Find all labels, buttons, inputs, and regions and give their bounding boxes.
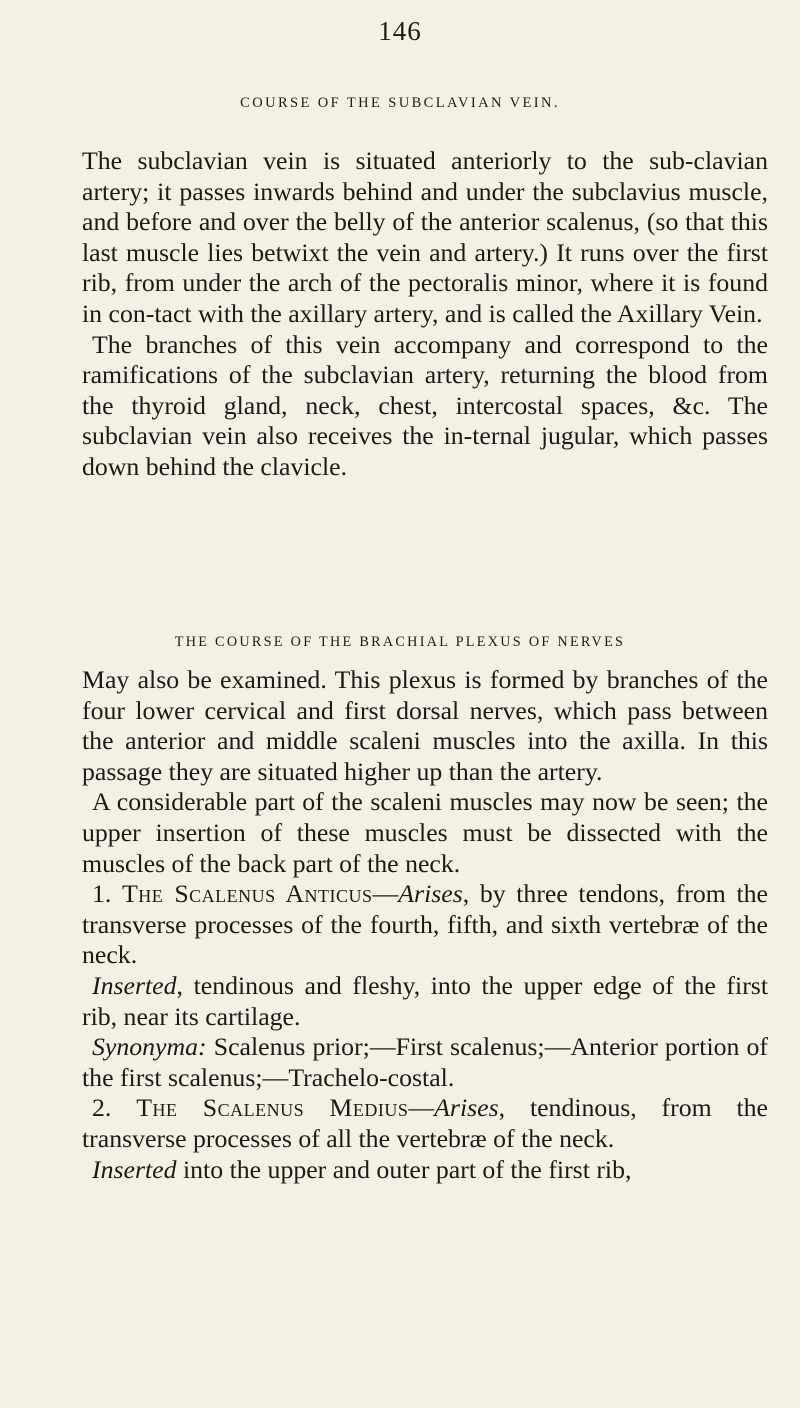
page-number: 146 <box>378 16 422 46</box>
subclavian-vein-section <box>82 146 768 483</box>
inserted-text: , tendinous and fleshy, into the upper edge of the first rib, near its cartilage. <box>82 970 768 1031</box>
arises-text: , by three tendons, from the transverse processes of the fourth, fifth, and sixth vertebræ of the neck. <box>82 879 768 970</box>
paragraph-anticus-inserted <box>82 971 768 1032</box>
paragraph-anticus-synonyma <box>82 1032 768 1093</box>
paragraph-scaleni-muscles: A considerable part of the scaleni muscles may now be seen; the upper insertion of these muscles must be dissected with the muscles of the back part of the neck. <box>82 787 768 878</box>
em-dash: — <box>372 879 399 909</box>
synonyma-text: Scalenus prior;—First scalenus;—Anterior portion of the first scalenus;—Trachelo-costal. <box>82 1032 768 1092</box>
item-number: 2. <box>92 1093 112 1123</box>
paragraph-scalenus-medius <box>82 1093 768 1154</box>
paragraph-medius-inserted <box>82 1155 768 1186</box>
section-heading-brachial-plexus: THE COURSE OF THE BRACHIAL PLEXUS OF NERVES <box>174 634 626 650</box>
inserted-label: Inserted <box>92 1154 177 1184</box>
muscle-name: The Scalenus Anticus <box>121 879 373 909</box>
brachial-plexus-section <box>82 665 768 1185</box>
arises-text: , tendinous, from the transverse processes of all the vertebræ of the neck. <box>82 1093 769 1153</box>
paragraph-plexus-formation: May also be examined. This plexus is formed by branches of the four lower cervical and first dorsal nerves, which pass between the anterior and middle scaleni muscles into the axilla. In this passage they are situated higher up than the artery. <box>82 665 768 786</box>
inserted-text: into the upper and outer part of the first rib, <box>176 1154 632 1184</box>
paragraph-scalenus-anticus <box>82 879 768 971</box>
em-dash: — <box>408 1093 435 1123</box>
running-head: COURSE OF THE SUBCLAVIAN VEIN. <box>240 95 560 111</box>
muscle-name: The Scalenus Medius <box>136 1093 409 1123</box>
arises-label: Arises <box>434 1093 499 1123</box>
arises-label: Arises <box>398 879 463 909</box>
synonyma-label: Synonyma: <box>92 1032 207 1062</box>
paragraph-subclavian-branches: The branches of this vein accompany and correspond to the ramifications of the subclavian artery, returning the blood from the thyroid gland, neck, chest, intercostal spaces, &c. The subclavian vein also receives the in-ternal jugular, which passes down behind the clavicle. <box>82 329 768 481</box>
item-number: 1. <box>92 879 112 909</box>
inserted-label: Inserted <box>92 970 177 1000</box>
paragraph-subclavian-course: The subclavian vein is situated anteriorly to the sub-clavian artery; it passes inwards behind and under the subclavius muscle, and before and over the belly of the anterior scalenus, (so that this last muscle lies betwixt the vein and artery.) It runs over the first rib, from under the arch of the pectoralis minor, where it is found in con-tact with the axillary artery, and is called the Axillary Vein. <box>82 146 768 328</box>
